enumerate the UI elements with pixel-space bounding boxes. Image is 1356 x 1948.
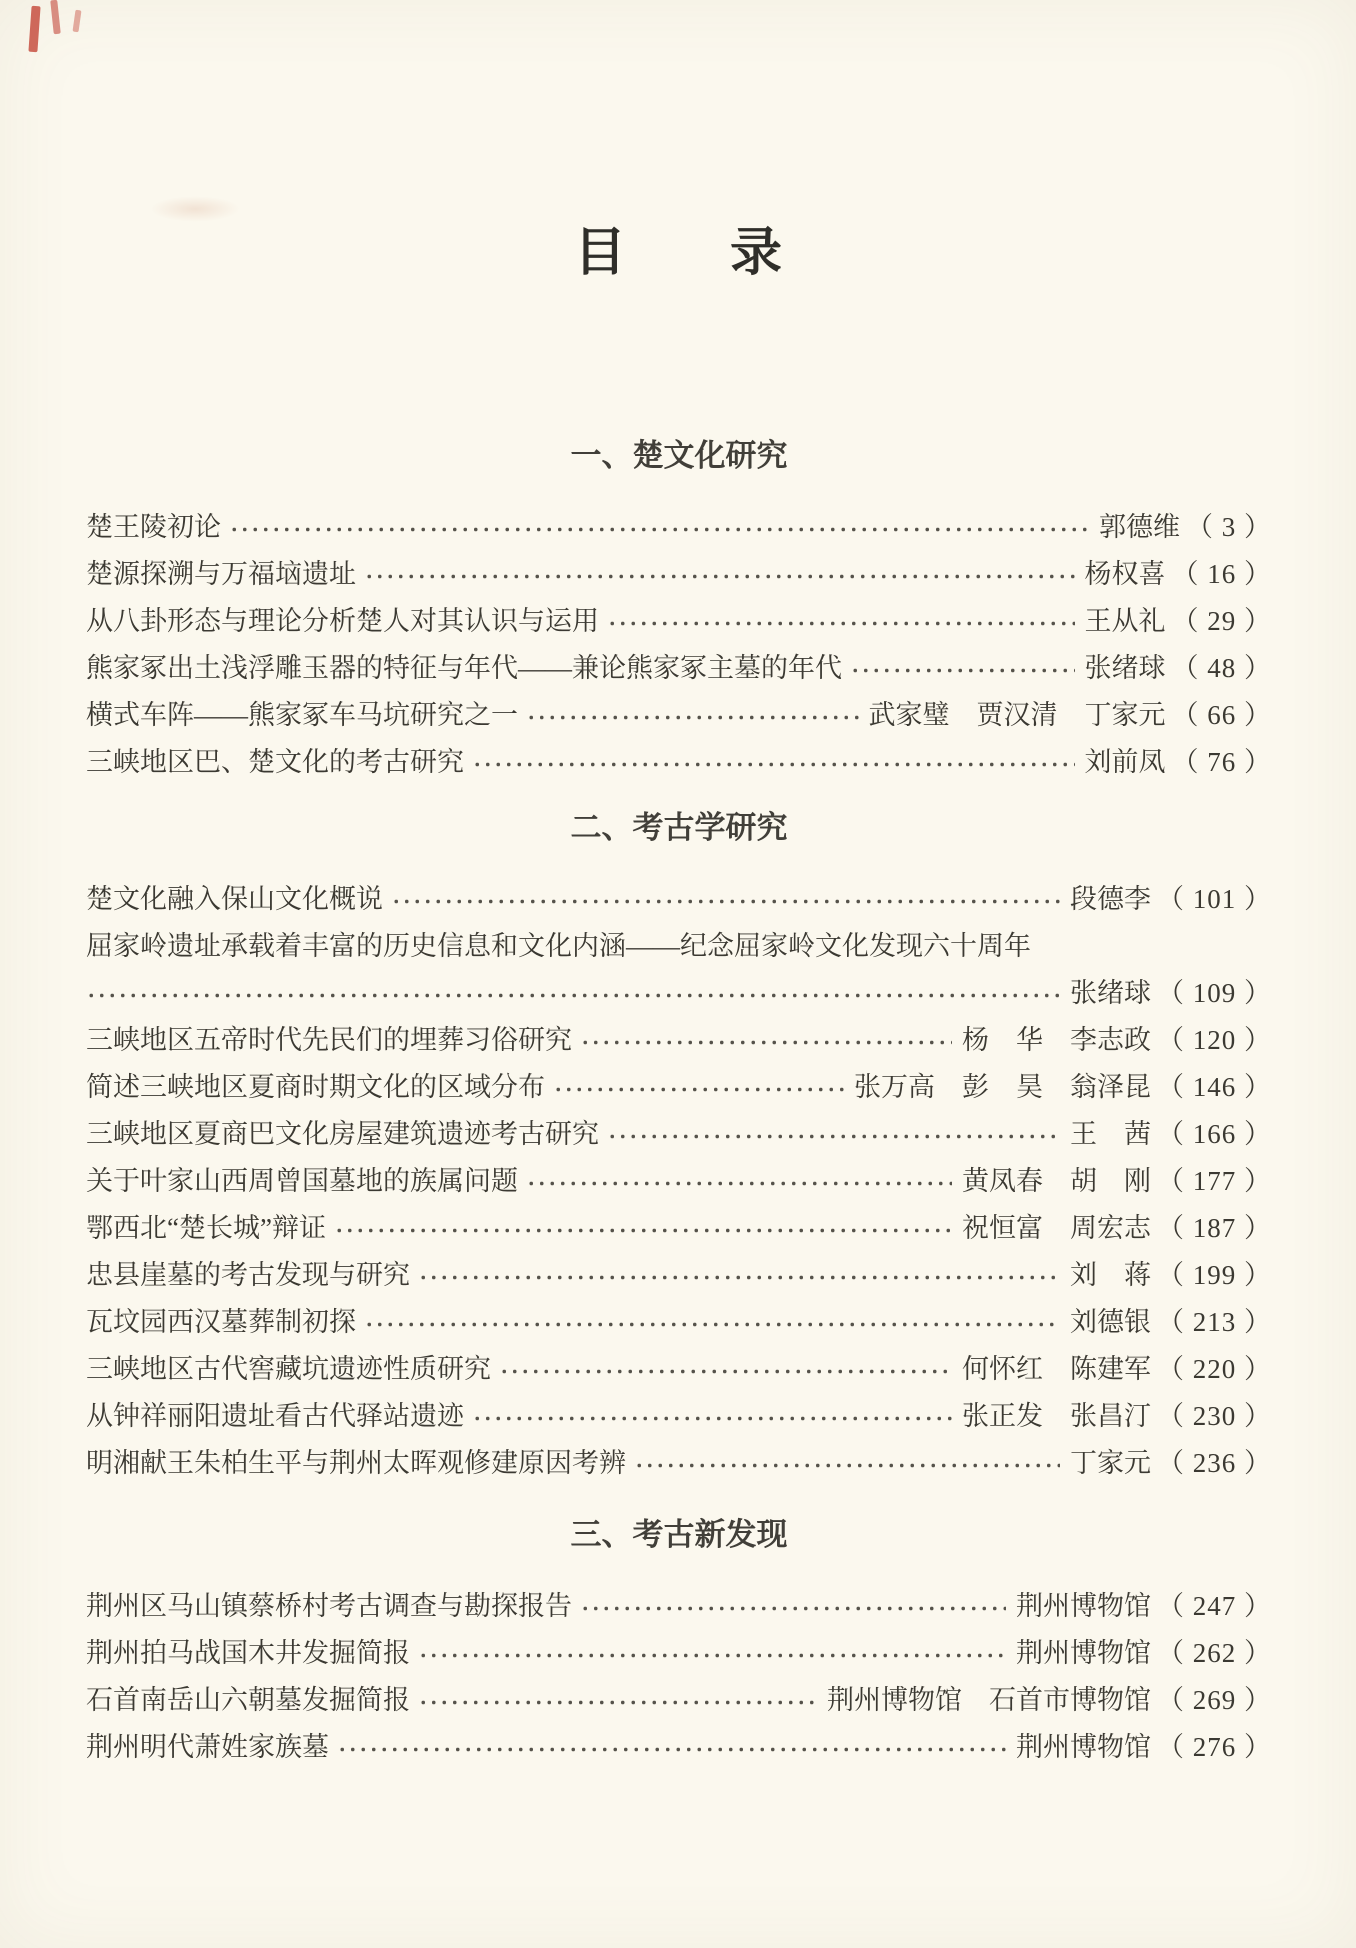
entry-title: 楚文化融入保山文化概说 — [86, 884, 383, 914]
entry-page: （ 101 ） — [1157, 884, 1272, 914]
entry-authors: 张正发 张昌汀 — [962, 1401, 1151, 1431]
entry-title: 瓦坟园西汉墓葬制初探 — [86, 1307, 356, 1337]
entry-authors: 王 茜 — [1070, 1119, 1151, 1149]
entry-title: 熊家冢出土浅浮雕玉器的特征与年代——兼论熊家冢主墓的年代 — [86, 653, 842, 683]
entry-page: （ 16 ） — [1171, 559, 1272, 589]
dot-leader — [607, 598, 1075, 645]
toc-entry — [86, 1346, 1272, 1393]
entry-page: （ 48 ） — [1171, 653, 1272, 683]
toc-entry — [86, 598, 1272, 645]
toc-entry — [86, 1583, 1272, 1630]
entry-authors: 武家璧 贾汉清 丁家元 — [868, 700, 1166, 730]
entry-title: 楚源探溯与万福垴遗址 — [86, 559, 356, 589]
entry-authors: 张万高 彭 昊 翁泽昆 — [854, 1072, 1151, 1102]
dot-leader — [229, 504, 1089, 551]
dot-leader — [418, 1630, 1006, 1677]
entry-authors: 杨 华 李志政 — [962, 1025, 1151, 1055]
entry-authors: 张绪球 — [1084, 653, 1166, 683]
entry-page: （ 213 ） — [1157, 1307, 1272, 1337]
toc-entry — [86, 1630, 1272, 1677]
entry-authors: 郭德维 — [1099, 512, 1180, 542]
entry-title: 鄂西北“楚长城”辩证 — [86, 1213, 326, 1243]
entry-title: 三峡地区五帝时代先民们的埋葬习俗研究 — [86, 1025, 572, 1055]
toc-section-2 — [86, 806, 1272, 1487]
entry-title: 关于叶家山西周曾国墓地的族属问题 — [86, 1166, 518, 1196]
entry-page: （ 199 ） — [1157, 1260, 1272, 1290]
toc-entry — [86, 739, 1272, 786]
entry-page: （ 166 ） — [1157, 1119, 1272, 1149]
toc-entry — [86, 1299, 1272, 1346]
entry-authors: 荆州博物馆 — [1016, 1591, 1151, 1621]
entry-authors: 丁家元 — [1070, 1448, 1151, 1478]
dot-leader — [472, 739, 1075, 786]
dot-leader — [472, 1393, 952, 1440]
dot-leader — [634, 1440, 1060, 1487]
section-heading: 二、考古学研究 — [570, 810, 788, 845]
entry-authors: 段德李 — [1070, 884, 1151, 914]
entry-authors: 荆州博物馆 — [1016, 1732, 1151, 1762]
entry-page: （ 230 ） — [1157, 1401, 1272, 1431]
entry-authors: 何怀红 陈建军 — [962, 1354, 1151, 1384]
toc-entry — [86, 1677, 1272, 1724]
toc-entry — [86, 1017, 1272, 1064]
entry-title: 横式车阵——熊家冢车马坑研究之一 — [86, 700, 518, 730]
entry-page: （ 236 ） — [1157, 1448, 1272, 1478]
toc-entry — [86, 1252, 1272, 1299]
entry-title: 楚王陵初论 — [86, 512, 221, 542]
entry-authors: 荆州博物馆 — [1016, 1638, 1151, 1668]
entry-authors: 祝恒富 周宏志 — [962, 1213, 1151, 1243]
dot-leader — [526, 1158, 952, 1205]
entry-title: 三峡地区夏商巴文化房屋建筑遗迹考古研究 — [86, 1119, 599, 1149]
section-entries — [86, 504, 1272, 786]
scan-smudge — [150, 196, 240, 222]
entry-page: （ 276 ） — [1157, 1732, 1272, 1762]
entry-title: 从钟祥丽阳遗址看古代驿站遗迹 — [86, 1401, 464, 1431]
entry-title: 明湘献王朱柏生平与荆州太晖观修建原因考辨 — [86, 1448, 626, 1478]
page-title: 目 录 — [573, 225, 782, 282]
dot-leader — [499, 1346, 952, 1393]
entry-title: 三峡地区古代窖藏坑遗迹性质研究 — [86, 1354, 491, 1384]
entry-page: （ 220 ） — [1157, 1354, 1272, 1384]
entry-page: （ 66 ） — [1171, 700, 1272, 730]
toc-entry-title-line — [86, 923, 1272, 970]
dot-leader — [86, 970, 1060, 1017]
section-entries — [86, 1583, 1272, 1771]
entry-page: （ 76 ） — [1171, 747, 1272, 777]
entry-page: （ 109 ） — [1157, 978, 1272, 1008]
entry-title: 荆州拍马战国木井发掘简报 — [86, 1638, 410, 1668]
toc-entry-continuation — [86, 970, 1272, 1017]
section-heading: 三、考古新发现 — [570, 1517, 788, 1552]
entry-page: （ 247 ） — [1157, 1591, 1272, 1621]
section-entries — [86, 876, 1272, 1487]
toc-entry — [86, 1724, 1272, 1771]
entry-title: 从八卦形态与理论分析楚人对其认识与运用 — [86, 606, 599, 636]
dot-leader — [850, 645, 1075, 692]
toc-entry — [86, 504, 1272, 551]
entry-page: （ 269 ） — [1157, 1685, 1272, 1715]
entry-authors: 王从礼 — [1084, 606, 1166, 636]
entry-authors: 刘 蒋 — [1070, 1260, 1151, 1290]
entry-title: 屈家岭遗址承载着丰富的历史信息和文化内涵——纪念屈家岭文化发现六十周年 — [86, 931, 1031, 961]
entry-title: 石首南岳山六朝墓发掘简报 — [86, 1685, 410, 1715]
entry-authors: 荆州博物馆 石首市博物馆 — [827, 1685, 1151, 1715]
entry-title: 三峡地区巴、楚文化的考古研究 — [86, 747, 464, 777]
entry-page: （ 262 ） — [1157, 1638, 1272, 1668]
entry-page: （ 146 ） — [1157, 1072, 1272, 1102]
dot-leader — [364, 551, 1075, 598]
dot-leader — [580, 1583, 1006, 1630]
toc-entry — [86, 1111, 1272, 1158]
toc-section-1 — [86, 434, 1272, 786]
entry-title: 忠县崖墓的考古发现与研究 — [86, 1260, 410, 1290]
entry-page: （ 29 ） — [1171, 606, 1272, 636]
entry-page: （ 120 ） — [1157, 1025, 1272, 1055]
entry-authors: 刘前凤 — [1084, 747, 1166, 777]
entry-authors: 张绪球 — [1070, 978, 1151, 1008]
toc-content — [0, 434, 1356, 1771]
dot-leader — [526, 692, 859, 739]
entry-title: 荆州明代萧姓家族墓 — [86, 1732, 329, 1762]
toc-entry — [86, 551, 1272, 598]
toc-entry — [86, 1064, 1272, 1111]
toc-entry — [86, 1158, 1272, 1205]
entry-authors: 刘德银 — [1070, 1307, 1151, 1337]
toc-entry — [86, 645, 1272, 692]
dot-leader — [337, 1724, 1006, 1771]
toc-entry — [86, 692, 1272, 739]
entry-title: 荆州区马山镇蔡桥村考古调查与勘探报告 — [86, 1591, 572, 1621]
dot-leader — [418, 1677, 817, 1724]
entry-page: （ 3 ） — [1186, 512, 1272, 542]
toc-entry — [86, 1440, 1272, 1487]
dot-leader — [418, 1252, 1060, 1299]
dot-leader — [334, 1205, 952, 1252]
entry-title: 简述三峡地区夏商时期文化的区域分布 — [86, 1072, 545, 1102]
entry-authors: 杨权喜 — [1084, 559, 1166, 589]
dot-leader — [607, 1111, 1060, 1158]
toc-entry — [86, 876, 1272, 923]
entry-page: （ 187 ） — [1157, 1213, 1272, 1243]
section-heading: 一、楚文化研究 — [570, 438, 788, 473]
dot-leader — [364, 1299, 1060, 1346]
dot-leader — [391, 876, 1060, 923]
dot-leader — [580, 1017, 952, 1064]
toc-entry — [86, 1205, 1272, 1252]
toc-section-3 — [86, 1513, 1272, 1771]
entry-page: （ 177 ） — [1157, 1166, 1272, 1196]
dot-leader — [553, 1064, 844, 1111]
toc-entry — [86, 1393, 1272, 1440]
entry-authors: 黄凤春 胡 刚 — [962, 1166, 1151, 1196]
